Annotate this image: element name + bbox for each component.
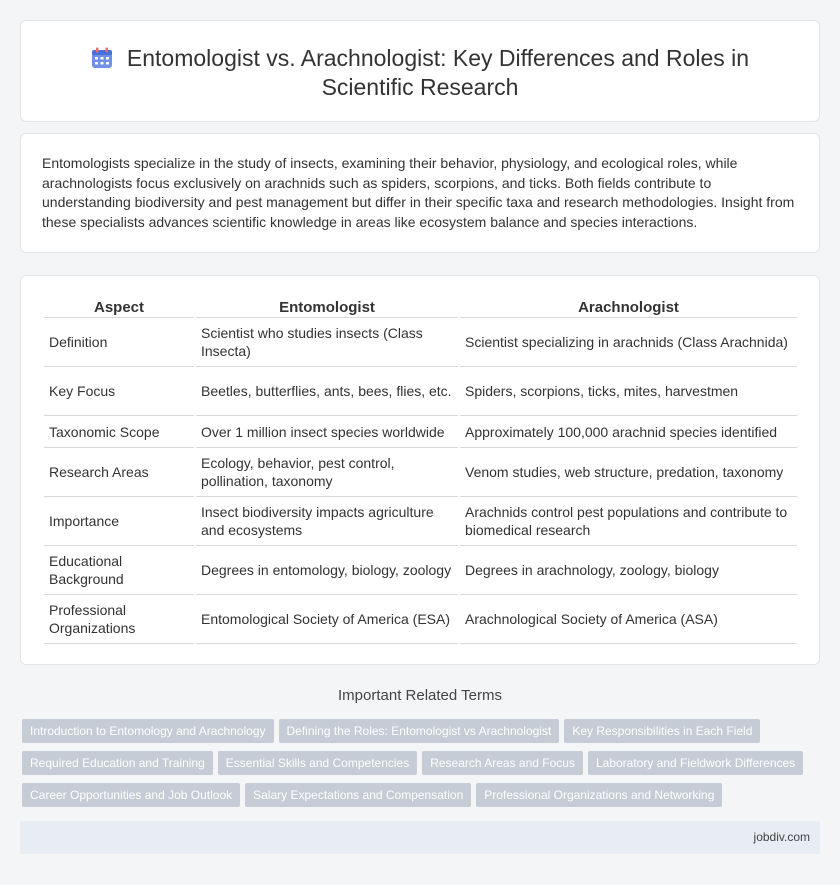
row-arachnologist: Venom studies, web structure, predation, taxonomy [460, 448, 797, 497]
row-entomologist: Entomological Society of America (ESA) [196, 595, 458, 644]
related-term-tag[interactable]: Laboratory and Fieldwork Differences [588, 751, 803, 775]
footer-site-link[interactable]: jobdiv.com [753, 830, 810, 844]
table-row [44, 318, 797, 367]
row-aspect: Definition [44, 318, 194, 367]
row-aspect: Taxonomic Scope [44, 416, 194, 448]
intro-paragraph: Entomologists specialize in the study of insects, examining their behavior, physiology, and ecological roles, while arachnologists focus exclusively on arachnids such as spiders, scorpions, and ticks. Both fields contribute to understanding biodiversity and pest management but differ in their specific taxa and research methodologies. Insight from these specialists advances scientific knowledge in areas like ecosystem balance and species interactions. [42, 155, 795, 230]
related-term-tag[interactable]: Key Responsibilities in Each Field [564, 719, 760, 743]
related-term-tag[interactable]: Required Education and Training [22, 751, 213, 775]
related-term-tag[interactable]: Career Opportunities and Job Outlook [22, 783, 240, 807]
row-arachnologist: Spiders, scorpions, ticks, mites, harvestmen [460, 367, 797, 416]
row-entomologist: Beetles, butterflies, ants, bees, flies, etc. [196, 367, 458, 416]
header-aspect: Aspect [44, 295, 194, 318]
intro-card [20, 133, 820, 253]
title-card [20, 20, 820, 122]
table-row [44, 595, 797, 644]
row-arachnologist: Approximately 100,000 arachnid species identified [460, 416, 797, 448]
row-entomologist: Degrees in entomology, biology, zoology [196, 546, 458, 595]
footer-bar [20, 821, 820, 854]
related-terms-heading: Important Related Terms [338, 687, 502, 704]
table-row [44, 416, 797, 448]
calendar-icon [91, 47, 113, 69]
page-title [21, 44, 819, 102]
related-term-tag[interactable]: Essential Skills and Competencies [218, 751, 417, 775]
row-aspect: Importance [44, 497, 194, 546]
row-arachnologist: Scientist specializing in arachnids (Class Arachnida) [460, 318, 797, 367]
row-aspect: Educational Background [44, 546, 194, 595]
row-aspect: Professional Organizations [44, 595, 194, 644]
row-entomologist: Ecology, behavior, pest control, pollination, taxonomy [196, 448, 458, 497]
related-term-tag[interactable]: Research Areas and Focus [422, 751, 583, 775]
title-line-2: Scientific Research [321, 74, 519, 100]
comparison-card [20, 275, 820, 665]
row-entomologist: Scientist who studies insects (Class Insecta) [196, 318, 458, 367]
table-row [44, 497, 797, 546]
title-line-1: Entomologist vs. Arachnologist: Key Differences and Roles in [126, 45, 750, 71]
related-term-tag[interactable]: Professional Organizations and Networking [476, 783, 722, 807]
row-aspect: Key Focus [44, 367, 194, 416]
row-entomologist: Insect biodiversity impacts agriculture and ecosystems [196, 497, 458, 546]
table-row [44, 546, 797, 595]
related-term-tag[interactable]: Defining the Roles: Entomologist vs Arachnologist [279, 719, 560, 743]
row-entomologist: Over 1 million insect species worldwide [196, 416, 458, 448]
table-header-row [44, 295, 797, 318]
related-term-tag[interactable]: Salary Expectations and Compensation [245, 783, 471, 807]
table-row [44, 367, 797, 416]
related-term-tag[interactable]: Introduction to Entomology and Arachnology [22, 719, 274, 743]
related-terms-list [22, 719, 822, 815]
row-arachnologist: Degrees in arachnology, zoology, biology [460, 546, 797, 595]
table-row [44, 448, 797, 497]
row-arachnologist: Arachnological Society of America (ASA) [460, 595, 797, 644]
row-aspect: Research Areas [44, 448, 194, 497]
header-entomologist: Entomologist [196, 295, 458, 318]
comparison-table [42, 295, 799, 644]
row-arachnologist: Arachnids control pest populations and contribute to biomedical research [460, 497, 797, 546]
header-arachnologist: Arachnologist [460, 295, 797, 318]
